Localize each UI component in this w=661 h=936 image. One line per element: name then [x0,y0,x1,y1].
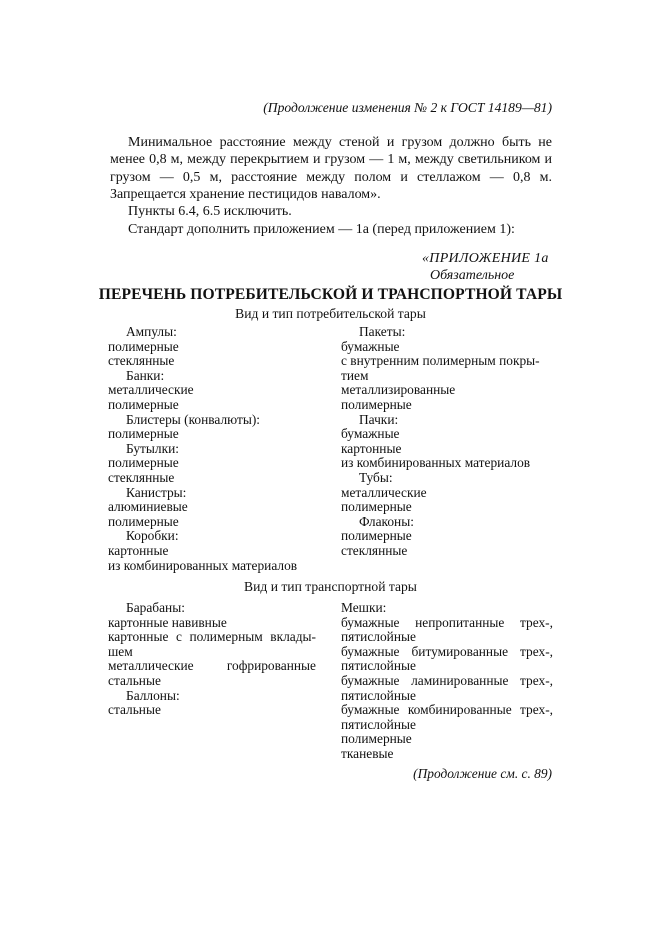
document-title: ПЕРЕЧЕНЬ ПОТРЕБИТЕЛЬСКОЙ И ТРАНСПОРТНОЙ ТАРЫ [98,286,563,303]
list-item: полимерные [108,426,179,442]
list-heading: Ампулы: [126,324,177,339]
list-item: тием [341,367,369,383]
list-item: стеклянные [108,353,175,369]
transport-left-list [108,601,316,718]
list-item: стеклянные [108,469,175,485]
list-item: шем [108,643,133,659]
list-item: пятислойные [341,658,416,674]
list-heading: Коробки: [126,528,179,544]
continuation-footer: (Продолжение см. с. 89) [413,766,552,781]
list-item: полимерные [108,513,179,529]
consumer-left-list [108,325,323,573]
list-item: полимерные [108,455,179,471]
consumer-heading: Вид и тип потребительской тары [235,306,426,321]
list-item: полимерные [341,499,412,515]
consumer-right-list [341,325,553,559]
list-item: картонные [341,440,402,456]
list-item: металлические [108,382,194,398]
body-paragraph: Минимальное расстояние между стеной и грузом должно быть не менее 0,8 м, между перекрытием и грузом — 1 м, между светильником и грузом — 0,5 м, расстояние между полом и стеллажом — 0,8 м. Запрещается хранение пестицидов навалом». [110,135,552,203]
list-item: бумажные [341,338,400,354]
list-item: стальные [108,702,161,718]
list-item: бумажные ламинированные трех-, [341,672,553,688]
list-heading: Флаконы: [359,513,414,529]
list-item: стеклянные [341,542,408,558]
list-item: тканевые [341,745,394,761]
list-item: пятислойные [341,687,416,703]
list-item: бумажные непропитанные трех-, [341,614,553,630]
list-heading: Блистеры (конвалюты): [126,411,261,427]
list-item: полимерные [108,396,179,412]
list-item: алюминиевые [108,499,188,515]
list-item: металлические гофрированные [108,658,316,674]
list-item: полимерные [341,396,412,412]
list-heading: Бутылки: [126,440,179,456]
list-item: металлизированные [341,382,456,398]
list-item: картонные с полимерным вклады- [108,629,316,645]
annex-status: Обязательное [430,268,515,283]
list-item: бумажные битумированные трех-, [341,643,553,659]
transport-heading: Вид и тип транспортной тары [244,579,417,594]
list-heading: Барабаны: [126,600,185,615]
transport-right-list [341,601,553,762]
list-heading: Пачки: [359,411,399,427]
annex-label: «ПРИЛОЖЕНИЕ 1а [422,251,549,266]
body-line-annex: Стандарт дополнить приложением — 1а (перед приложением 1): [128,222,515,237]
list-heading: Баллоны: [126,687,180,703]
continuation-header: (Продолжение изменения № 2 к ГОСТ 14189—81) [263,100,552,115]
list-item: бумажные [341,426,400,442]
list-item: пятислойные [341,716,416,732]
list-item: картонные навивные [108,614,227,630]
list-item: полимерные [108,338,179,354]
list-item: с внутренним полимерным покры- [341,353,540,369]
list-item: бумажные комбинированные трех-, [341,702,553,718]
list-item: полимерные [341,528,412,544]
list-item: из комбинированных материалов [108,557,298,573]
list-heading: Тубы: [359,469,393,485]
list-heading: Канистры: [126,484,187,500]
list-item: пятислойные [341,629,416,645]
body-line-clauses: Пункты 6.4, 6.5 исключить. [128,204,292,219]
list-heading: Пакеты: [359,324,406,339]
list-heading: Банки: [126,367,165,383]
list-item: картонные [108,542,169,558]
list-item: полимерные [341,731,412,747]
list-item: металлические [341,484,427,500]
list-item: из комбинированных материалов [341,455,531,471]
list-item: Мешки: [341,600,387,615]
list-item: стальные [108,672,161,688]
